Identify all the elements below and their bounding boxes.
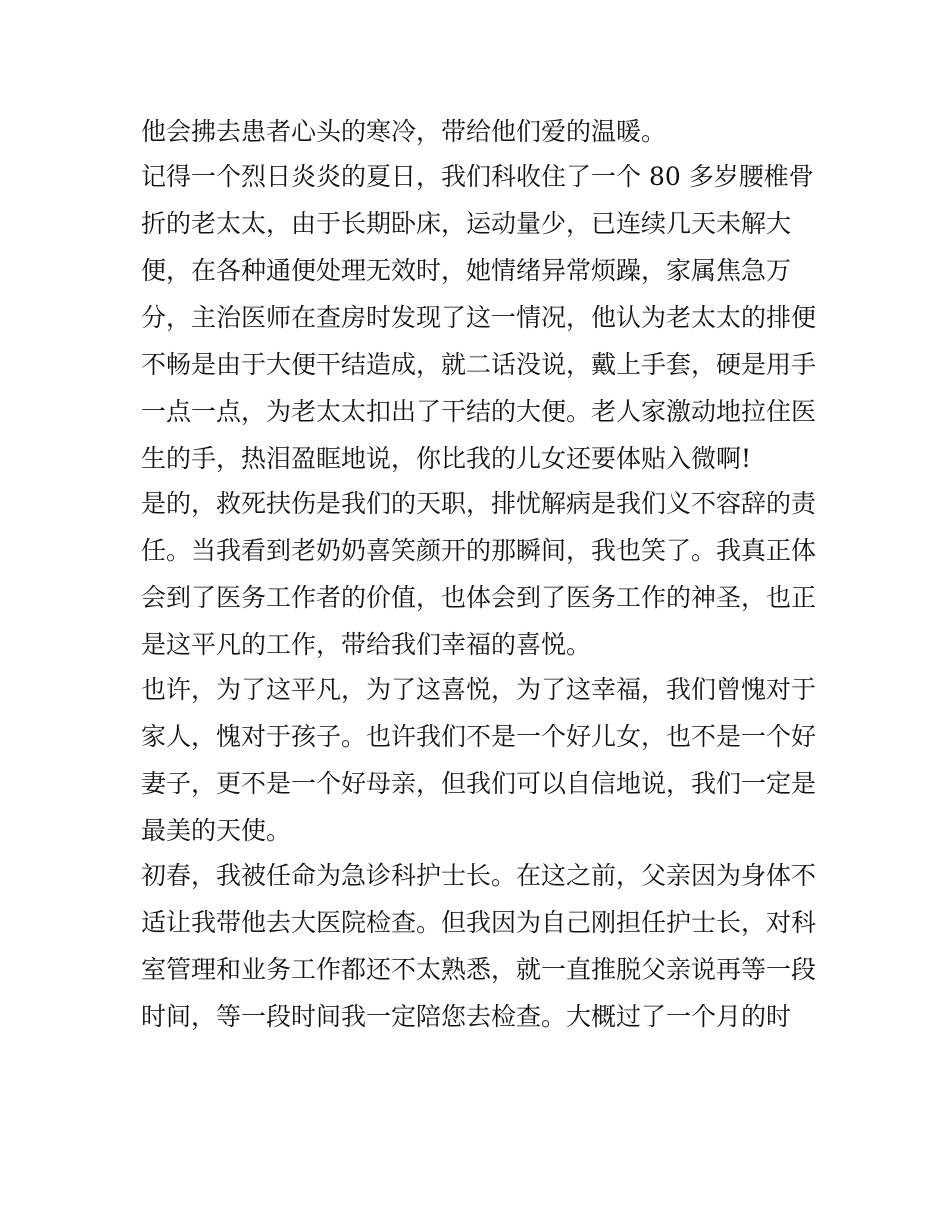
text-line: 折的老太太，由于长期卧床，运动量少，已连续几天未解大: [141, 209, 792, 238]
text-line: 初春，我被任命为急诊科护士长。在这之前，父亲因为身体不: [141, 861, 817, 890]
text-line: 不畅是由于大便干结造成，就二话没说，戴上手套，硬是用手: [141, 350, 817, 379]
text-line: 时间，等一段时间我一定陪您去检查。大概过了一个月的时: [141, 1002, 792, 1031]
body-text: [141, 108, 821, 1040]
text-line: 是的，救死扶伤是我们的天职，排忧解病是我们义不容辞的责: [141, 489, 817, 518]
text-line: 他会拂去患者心头的寒冷，带给他们爱的温暖。: [141, 117, 667, 146]
text-line: 室管理和业务工作都还不太熟悉，就一直推脱父亲说再等一段: [141, 955, 817, 984]
text-line: 是这平凡的工作，带给我们幸福的喜悦。: [141, 630, 592, 659]
text-line: 也许，为了这平凡，为了这喜悦，为了这幸福，我们曾愧对于: [141, 675, 817, 704]
text-line: 一点一点，为老太太扣出了干结的大便。老人家激动地拉住医: [141, 397, 817, 426]
text-line: 生的手，热泪盈眶地说，你比我的儿女还要体贴入微啊!: [141, 444, 752, 473]
text-line: 适让我带他去大医院检查。但我因为自己刚担任护士长，对科: [141, 908, 817, 937]
text-line: 妻子，更不是一个好母亲，但我们可以自信地说，我们一定是: [141, 769, 817, 798]
text-line: 分，主治医师在查房时发现了这一情况，他认为老太太的排便: [141, 303, 817, 332]
text-line: 会到了医务工作者的价值，也体会到了医务工作的神圣，也正: [141, 583, 817, 612]
text-line: 任。当我看到老奶奶喜笑颜开的那瞬间，我也笑了。我真正体: [141, 536, 817, 565]
text-line: 记得一个烈日炎炎的夏日，我们科收住了一个 80 多岁腰椎骨: [141, 162, 814, 191]
text-line: 家人，愧对于孩子。也许我们不是一个好儿女，也不是一个好: [141, 722, 817, 751]
text-line: 最美的天使。: [141, 816, 292, 845]
text-line: 便，在各种通便处理无效时，她情绪异常烦躁，家属焦急万: [141, 256, 792, 285]
